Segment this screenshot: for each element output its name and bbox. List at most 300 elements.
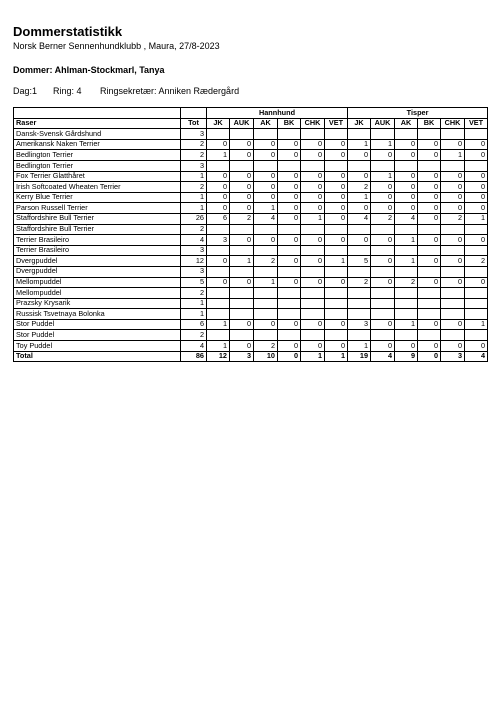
class-count: 5: [348, 256, 371, 267]
judge-name: Dommer: Ahlman-Stockmarl, Tanya: [13, 65, 165, 75]
ring-label: Ring: 4: [53, 86, 82, 96]
class-count: 0: [325, 139, 348, 150]
class-count: 1: [207, 319, 230, 330]
column-header-class: VET: [465, 118, 488, 129]
table-row: [14, 309, 488, 320]
breed-name: Amerikansk Naken Terrier: [14, 139, 181, 150]
class-count: 0: [371, 150, 395, 161]
class-count: 2: [395, 277, 418, 288]
class-count: [230, 224, 254, 235]
breed-name: Mellompuddel: [14, 288, 181, 299]
class-count: [254, 309, 278, 320]
class-count: [418, 245, 441, 256]
class-count: [371, 330, 395, 341]
class-count: 0: [301, 277, 325, 288]
class-count: [348, 309, 371, 320]
class-count: 1: [301, 213, 325, 224]
table-row: [14, 171, 488, 182]
class-count: [207, 330, 230, 341]
class-count: 2: [254, 341, 278, 352]
breed-name: Terrier Brasileiro: [14, 245, 181, 256]
total-count: 6: [181, 319, 207, 330]
table-row: [14, 139, 488, 150]
class-count: 0: [325, 277, 348, 288]
class-count: [325, 245, 348, 256]
class-count: [441, 266, 465, 277]
class-count: 0: [207, 171, 230, 182]
class-count: 0: [418, 203, 441, 214]
breed-name: Parson Russell Terrier: [14, 203, 181, 214]
class-count: [301, 245, 325, 256]
class-count: [230, 288, 254, 299]
class-count: 0: [325, 182, 348, 193]
class-count: [230, 129, 254, 140]
class-count: [418, 309, 441, 320]
class-count: [254, 266, 278, 277]
class-count: [301, 129, 325, 140]
class-count: 1: [465, 319, 488, 330]
class-count: [254, 160, 278, 171]
class-count: 0: [348, 150, 371, 161]
page-title: Dommerstatistikk: [13, 24, 123, 39]
table-row: [14, 160, 488, 171]
table-row: [14, 213, 488, 224]
table-row: [14, 330, 488, 341]
column-header-class: JK: [207, 118, 230, 129]
class-count: [230, 160, 254, 171]
breed-name: Stor Puddel: [14, 319, 181, 330]
breed-name: Irish Softcoated Wheaten Terrier: [14, 182, 181, 193]
breed-name: Toy Puddel: [14, 341, 181, 352]
total-count: 5: [181, 277, 207, 288]
class-count: [301, 288, 325, 299]
statistics-body: [14, 129, 488, 362]
table-row: [14, 288, 488, 299]
class-count: 0: [278, 203, 301, 214]
table-row: [14, 298, 488, 309]
class-count: [278, 129, 301, 140]
total-count: 1: [181, 309, 207, 320]
class-count: 0: [371, 192, 395, 203]
class-count: 0: [348, 171, 371, 182]
class-count: [301, 309, 325, 320]
class-count: 0: [441, 277, 465, 288]
class-count: 0: [325, 150, 348, 161]
class-count: 0: [301, 256, 325, 267]
class-count: 0: [418, 139, 441, 150]
total-count: 3: [181, 245, 207, 256]
class-count: [418, 298, 441, 309]
class-count: 0: [348, 235, 371, 246]
class-count: [418, 224, 441, 235]
class-count: [441, 224, 465, 235]
class-count: [325, 129, 348, 140]
column-header-class: CHK: [441, 118, 465, 129]
breed-name: Bedlington Terrier: [14, 160, 181, 171]
class-count: [278, 224, 301, 235]
class-count: 0: [465, 203, 488, 214]
class-count: 0: [301, 182, 325, 193]
breed-name: Kerry Blue Terrier: [14, 192, 181, 203]
class-count: 0: [371, 341, 395, 352]
class-count: 0: [325, 341, 348, 352]
class-count: [395, 245, 418, 256]
class-count: 0: [207, 139, 230, 150]
column-header-class: BK: [418, 118, 441, 129]
class-count: [207, 160, 230, 171]
class-count: [371, 129, 395, 140]
class-count: [465, 298, 488, 309]
class-count: 2: [441, 213, 465, 224]
breed-name: Prazsky Krysarik: [14, 298, 181, 309]
total-count: 4: [181, 235, 207, 246]
class-count: 0: [465, 341, 488, 352]
class-count: 0: [395, 341, 418, 352]
class-count: 1: [301, 351, 325, 362]
breed-name: Dansk-Svensk Gårdshund: [14, 129, 181, 140]
class-count: 0: [441, 319, 465, 330]
class-count: 2: [254, 256, 278, 267]
column-header-class: VET: [325, 118, 348, 129]
class-count: 0: [230, 203, 254, 214]
class-count: [465, 309, 488, 320]
class-count: 1: [254, 277, 278, 288]
class-count: [278, 298, 301, 309]
class-count: 0: [441, 192, 465, 203]
table-row: [14, 277, 488, 288]
class-count: [371, 288, 395, 299]
class-count: 0: [230, 192, 254, 203]
total-row: [14, 351, 488, 362]
class-count: [395, 224, 418, 235]
class-count: 9: [395, 351, 418, 362]
class-count: [395, 298, 418, 309]
class-count: 0: [418, 277, 441, 288]
class-count: 19: [348, 351, 371, 362]
class-count: 0: [395, 182, 418, 193]
class-count: 1: [325, 351, 348, 362]
class-count: 0: [230, 277, 254, 288]
class-count: 0: [230, 171, 254, 182]
class-count: 0: [465, 235, 488, 246]
males-group-header: Hannhund: [207, 108, 348, 119]
class-count: 1: [348, 192, 371, 203]
breed-name: Staffordshire Bull Terrier: [14, 224, 181, 235]
column-header-breed: Raser: [14, 118, 181, 129]
class-count: 0: [254, 139, 278, 150]
class-count: [278, 160, 301, 171]
class-count: 3: [348, 319, 371, 330]
total-count: 4: [181, 341, 207, 352]
class-count: [325, 224, 348, 235]
class-count: 0: [278, 139, 301, 150]
class-count: [301, 160, 325, 171]
class-count: 3: [441, 351, 465, 362]
total-count: 1: [181, 203, 207, 214]
class-count: 1: [348, 139, 371, 150]
class-count: 4: [465, 351, 488, 362]
females-group-header: Tisper: [348, 108, 488, 119]
table-row: [14, 319, 488, 330]
class-count: 0: [395, 150, 418, 161]
column-header-row: [14, 118, 488, 129]
class-count: [465, 224, 488, 235]
class-count: 0: [418, 341, 441, 352]
class-count: [395, 266, 418, 277]
class-count: 2: [348, 182, 371, 193]
class-count: [348, 298, 371, 309]
class-count: 1: [371, 171, 395, 182]
class-count: [465, 330, 488, 341]
class-count: 0: [254, 192, 278, 203]
class-count: 1: [207, 341, 230, 352]
class-count: 0: [207, 256, 230, 267]
class-count: [348, 330, 371, 341]
class-count: 0: [278, 277, 301, 288]
class-count: 10: [254, 351, 278, 362]
class-count: 0: [278, 171, 301, 182]
class-count: [371, 245, 395, 256]
class-count: [325, 160, 348, 171]
class-count: [230, 245, 254, 256]
class-count: 0: [418, 256, 441, 267]
table-row: [14, 129, 488, 140]
class-count: 0: [418, 351, 441, 362]
class-count: [371, 224, 395, 235]
class-count: [395, 160, 418, 171]
class-count: 0: [441, 341, 465, 352]
class-count: [441, 330, 465, 341]
class-count: [254, 245, 278, 256]
class-count: 0: [278, 150, 301, 161]
class-count: 6: [207, 213, 230, 224]
total-count: 2: [181, 224, 207, 235]
class-count: 0: [325, 192, 348, 203]
class-count: 0: [207, 182, 230, 193]
club-event-subtitle: Norsk Berner Sennenhundklubb , Maura, 27/8-2023: [13, 41, 220, 51]
class-count: 0: [371, 182, 395, 193]
column-header-class: AK: [254, 118, 278, 129]
class-count: 0: [418, 235, 441, 246]
blank-header-cell: [14, 108, 181, 119]
ring-info: [13, 86, 239, 96]
class-count: 0: [395, 203, 418, 214]
class-count: 0: [207, 277, 230, 288]
class-count: 0: [301, 139, 325, 150]
class-count: 0: [301, 203, 325, 214]
class-count: 2: [371, 213, 395, 224]
total-label: Total: [14, 351, 181, 362]
class-count: 0: [301, 192, 325, 203]
class-count: [395, 288, 418, 299]
class-count: [348, 266, 371, 277]
class-count: 0: [278, 341, 301, 352]
class-count: 0: [254, 319, 278, 330]
class-count: [348, 129, 371, 140]
table-row: [14, 256, 488, 267]
class-count: 0: [371, 203, 395, 214]
class-count: 0: [207, 192, 230, 203]
class-count: 0: [278, 235, 301, 246]
class-count: [325, 330, 348, 341]
class-count: 0: [325, 235, 348, 246]
class-count: 0: [301, 235, 325, 246]
total-count: 1: [181, 298, 207, 309]
class-count: [278, 330, 301, 341]
column-header-total: Tot: [181, 118, 207, 129]
class-count: 0: [371, 319, 395, 330]
class-count: [371, 160, 395, 171]
class-count: [348, 160, 371, 171]
breed-name: Russisk Tsvetnaya Bolonka: [14, 309, 181, 320]
total-count: 2: [181, 182, 207, 193]
column-header-class: JK: [348, 118, 371, 129]
class-count: 0: [418, 150, 441, 161]
table-row: [14, 224, 488, 235]
class-count: 0: [301, 319, 325, 330]
class-count: 0: [395, 192, 418, 203]
column-header-class: CHK: [301, 118, 325, 129]
class-count: 0: [230, 341, 254, 352]
table-row: [14, 182, 488, 193]
total-count: 86: [181, 351, 207, 362]
class-count: 2: [348, 277, 371, 288]
breed-name: Terrier Brasileiro: [14, 235, 181, 246]
column-header-class: BK: [278, 118, 301, 129]
class-count: 4: [348, 213, 371, 224]
class-count: [371, 309, 395, 320]
total-count: 3: [181, 129, 207, 140]
class-count: 1: [395, 256, 418, 267]
class-count: 1: [441, 150, 465, 161]
class-count: [325, 298, 348, 309]
day-label: Dag:1: [13, 86, 38, 96]
statistics-table: [13, 107, 488, 362]
class-count: [325, 309, 348, 320]
class-count: 2: [465, 256, 488, 267]
class-count: 0: [278, 256, 301, 267]
class-count: 3: [207, 235, 230, 246]
class-count: 0: [301, 171, 325, 182]
total-count: 2: [181, 288, 207, 299]
class-count: 0: [301, 341, 325, 352]
class-count: [207, 288, 230, 299]
total-count: 26: [181, 213, 207, 224]
group-header-row: [14, 108, 488, 119]
class-count: 0: [325, 213, 348, 224]
class-count: [207, 245, 230, 256]
class-count: [395, 129, 418, 140]
class-count: [465, 245, 488, 256]
class-count: 0: [465, 150, 488, 161]
class-count: 1: [325, 256, 348, 267]
class-count: [418, 160, 441, 171]
class-count: 0: [465, 171, 488, 182]
table-row: [14, 245, 488, 256]
class-count: 0: [230, 150, 254, 161]
class-count: 3: [230, 351, 254, 362]
class-count: 0: [465, 182, 488, 193]
table-row: [14, 150, 488, 161]
class-count: [254, 288, 278, 299]
class-count: [254, 129, 278, 140]
class-count: 0: [418, 213, 441, 224]
class-count: [230, 309, 254, 320]
class-count: 0: [348, 203, 371, 214]
class-count: 2: [230, 213, 254, 224]
class-count: 0: [278, 351, 301, 362]
class-count: 1: [348, 341, 371, 352]
class-count: 0: [278, 182, 301, 193]
class-count: 0: [254, 150, 278, 161]
breed-name: Stor Puddel: [14, 330, 181, 341]
class-count: [254, 224, 278, 235]
table-row: [14, 235, 488, 246]
breed-name: Dvergpuddel: [14, 266, 181, 277]
breed-name: Mellompuddel: [14, 277, 181, 288]
class-count: 4: [371, 351, 395, 362]
table-row: [14, 192, 488, 203]
class-count: 0: [278, 319, 301, 330]
class-count: [301, 330, 325, 341]
class-count: [441, 309, 465, 320]
breed-name: Dvergpuddel: [14, 256, 181, 267]
class-count: 0: [418, 182, 441, 193]
breed-name: Bedlington Terrier: [14, 150, 181, 161]
class-count: [465, 266, 488, 277]
total-count: 12: [181, 256, 207, 267]
total-count: 3: [181, 266, 207, 277]
class-count: 0: [441, 182, 465, 193]
blank-header-cell: [181, 108, 207, 119]
class-count: [207, 298, 230, 309]
class-count: 1: [465, 213, 488, 224]
class-count: [441, 160, 465, 171]
class-count: [207, 309, 230, 320]
class-count: 0: [395, 139, 418, 150]
class-count: [207, 266, 230, 277]
class-count: 0: [465, 139, 488, 150]
class-count: 0: [418, 171, 441, 182]
column-header-class: AUK: [230, 118, 254, 129]
total-count: 1: [181, 171, 207, 182]
class-count: 4: [254, 213, 278, 224]
class-count: [418, 288, 441, 299]
class-count: 0: [371, 277, 395, 288]
class-count: 0: [441, 171, 465, 182]
class-count: 0: [325, 203, 348, 214]
class-count: [278, 245, 301, 256]
class-count: 0: [230, 319, 254, 330]
class-count: 0: [254, 171, 278, 182]
class-count: [207, 224, 230, 235]
class-count: 0: [278, 213, 301, 224]
class-count: [230, 266, 254, 277]
class-count: [278, 288, 301, 299]
class-count: 0: [441, 139, 465, 150]
class-count: 1: [230, 256, 254, 267]
class-count: [418, 266, 441, 277]
table-row: [14, 203, 488, 214]
class-count: 12: [207, 351, 230, 362]
class-count: [371, 266, 395, 277]
total-count: 2: [181, 330, 207, 341]
class-count: 0: [230, 182, 254, 193]
table-row: [14, 266, 488, 277]
class-count: 0: [418, 319, 441, 330]
class-count: 0: [441, 256, 465, 267]
class-count: 0: [254, 235, 278, 246]
